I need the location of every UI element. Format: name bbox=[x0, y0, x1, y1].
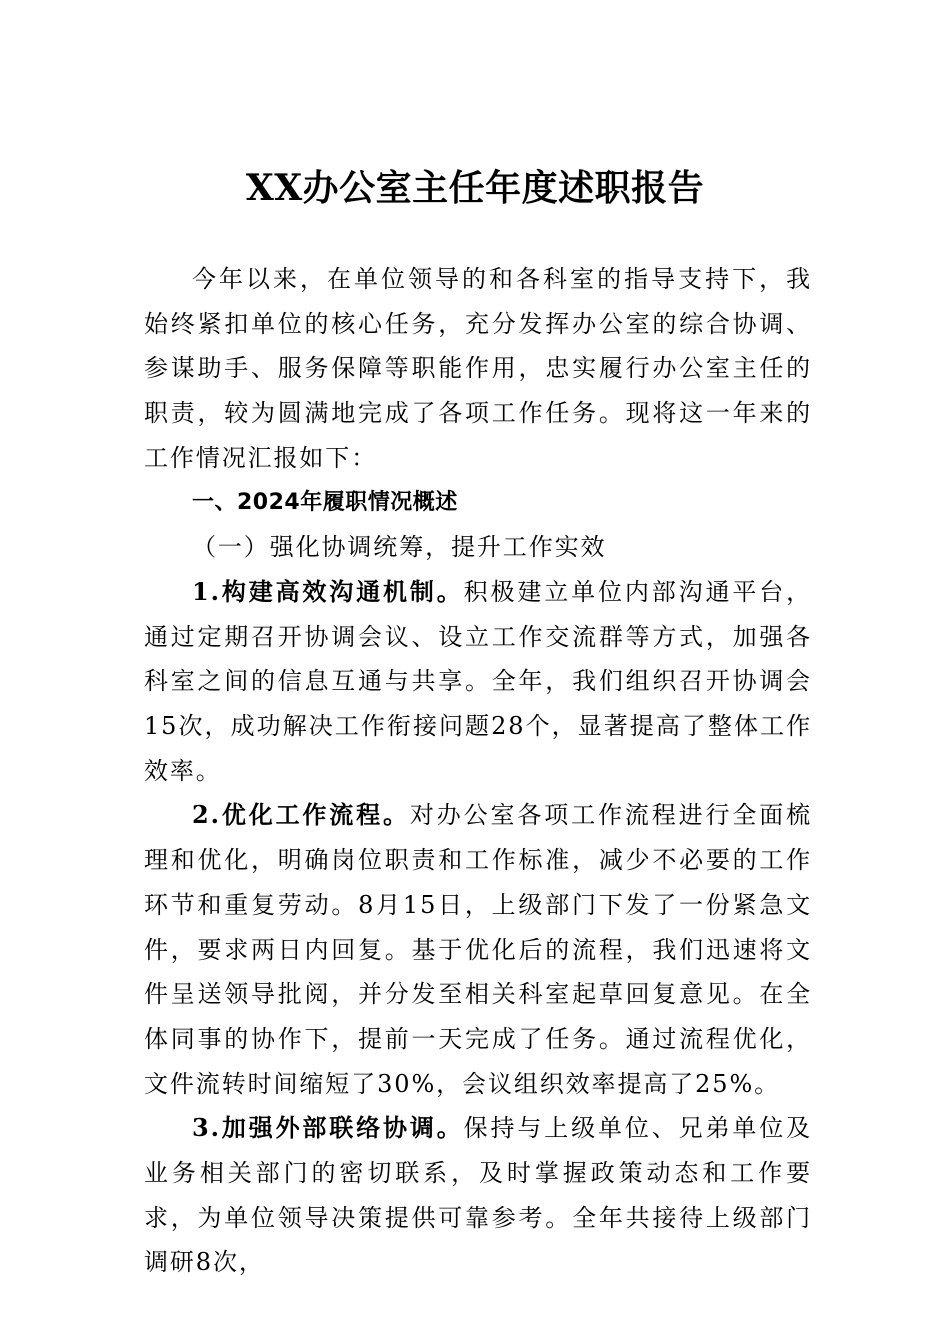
intro-paragraph: 今年以来，在单位领导的和各科室的指导支持下，我始终紧扣单位的核心任务，充分发挥办公室的综合协调、参谋助手、服务保障等职能作用，忠实履行办公室主任的职责，较为圆满地完成了各项工作任务。现将这一年来的工作情况汇报如下： bbox=[144, 265, 812, 472]
item-paragraph-3 bbox=[144, 1106, 812, 1285]
item-text-2: 对办公室各项工作流程进行全面梳理和优化，明确岗位职责和工作标准，减少不必要的工作环节和重复劳动。8月15日，上级部门下发了一份紧急文件，要求两日内回复。基于优化后的流程，我们迅速将文件呈送领导批阅，并分发至相关科室起草回复意见。在全体同事的协作下，提前一天完成了任务。通过流程优化，文件流转时间缩短了30%，会议组织效率提高了25%。 bbox=[144, 801, 813, 1098]
item-lead-1: 1.构建高效沟通机制。 bbox=[192, 576, 464, 606]
item-text-3: 保持与上级单位、兄弟单位及业务相关部门的密切联系，及时掌握政策动态和工作要求，为单位领导决策提供可靠参考。全年共接待上级部门调研8次， bbox=[144, 1114, 812, 1277]
item-lead-3: 3.加强外部联络协调。 bbox=[192, 1113, 464, 1143]
item-paragraph-1 bbox=[144, 570, 812, 794]
item-paragraph-2 bbox=[144, 793, 812, 1106]
document-title: XX办公室主任年度述职报告 bbox=[245, 167, 705, 209]
item-lead-2: 2.优化工作流程。 bbox=[192, 800, 410, 830]
section-heading: 一、2024年履职情况概述 bbox=[192, 489, 458, 515]
document-body bbox=[144, 257, 812, 1285]
item-text-1: 积极建立单位内部沟通平台，通过定期召开协调会议、设立工作交流群等方式，加强各科室之间的信息互通与共享。全年，我们组织召开协调会15次，成功解决工作衔接问题28个，显著提高了整体工作效率。 bbox=[144, 577, 812, 785]
subsection-heading: （一）强化协调统筹，提升工作实效 bbox=[192, 533, 607, 562]
